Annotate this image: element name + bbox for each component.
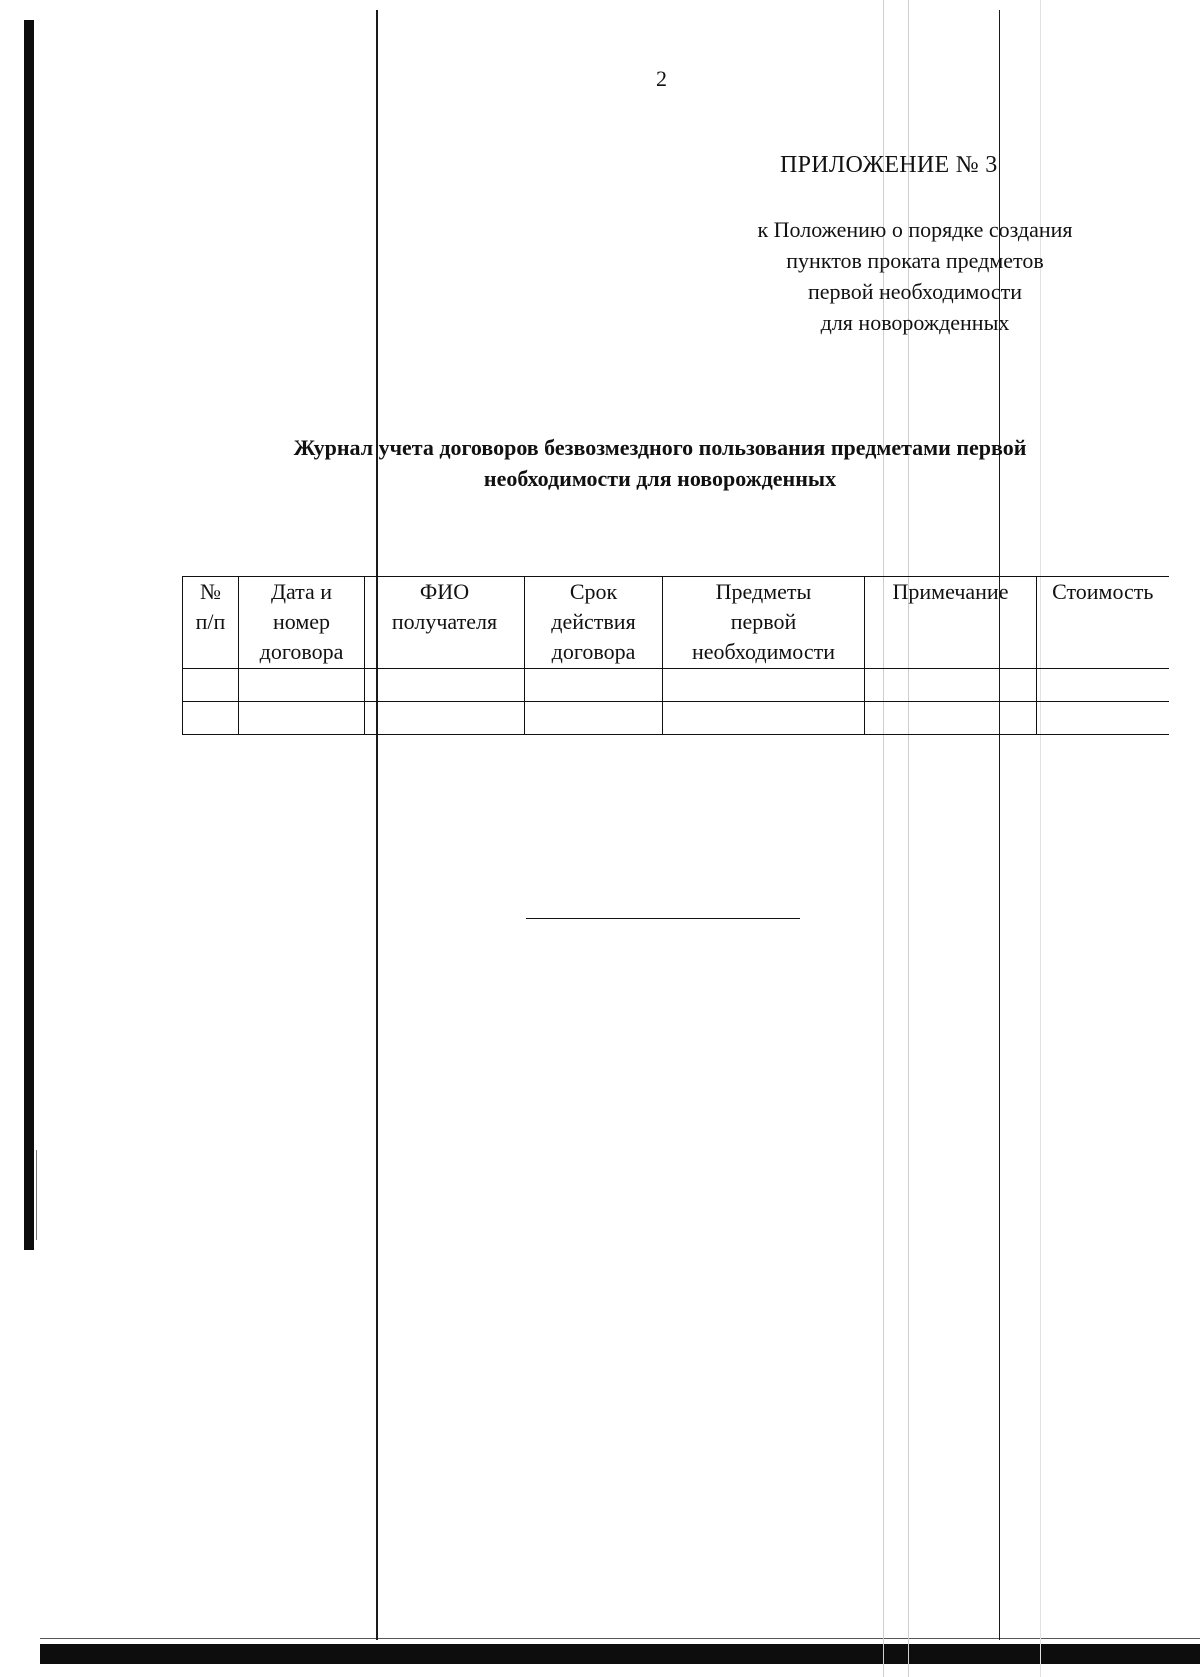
table-cell [663, 702, 865, 735]
table-header-row [183, 577, 1169, 669]
journal-title-line: необходимости для новорожденных [483, 466, 837, 491]
table-row [183, 702, 1169, 735]
appendix-reference-line: первой необходимости [807, 279, 1023, 304]
header-line: действия [551, 609, 636, 634]
scan-edge-left-thin [36, 1150, 37, 1240]
header-line: п/п [195, 609, 226, 634]
header-line: Срок [569, 579, 618, 604]
table-row [183, 669, 1169, 702]
table-cell [865, 669, 1037, 702]
table-cell [183, 669, 239, 702]
column-header-items [663, 577, 865, 669]
table-cell [239, 702, 365, 735]
appendix-reference-line: к Положению о порядке создания [757, 217, 1073, 242]
table-cell [525, 669, 663, 702]
end-of-document-rule [526, 918, 800, 919]
table-cell [1037, 669, 1169, 702]
header-line: первой [730, 609, 797, 634]
scan-edge-bottom-thin [40, 1638, 1200, 1639]
header-line: Примечание [892, 579, 1009, 604]
page-number: 2 [656, 66, 667, 91]
scan-edge-left [24, 20, 34, 1250]
journal-title [190, 432, 1130, 494]
header-line: ФИО [419, 579, 470, 604]
appendix-reference-line: для новорожденных [820, 310, 1010, 335]
column-header-contract-term [525, 577, 663, 669]
header-line: Предметы [715, 579, 812, 604]
header-line: договора [551, 639, 636, 664]
table-cell [239, 669, 365, 702]
scan-fold-line-left [376, 10, 378, 1640]
table-cell [865, 702, 1037, 735]
column-header-number [183, 577, 239, 669]
header-line: номер [272, 609, 331, 634]
column-header-recipient [365, 577, 525, 669]
header-line: получателя [391, 609, 498, 634]
column-header-contract-date [239, 577, 365, 669]
appendix-reference-line: пунктов проката предметов [786, 248, 1044, 273]
table-cell [1037, 702, 1169, 735]
header-line: Стоимость [1052, 579, 1154, 604]
journal-title-line: Журнал учета договоров безвозмездного пользования предметами первой [293, 435, 1027, 460]
table-cell [365, 669, 525, 702]
appendix-reference [700, 214, 1130, 338]
journal-table [182, 576, 1169, 735]
appendix-title: ПРИЛОЖЕНИЕ № 3 [780, 152, 998, 178]
table-cell [525, 702, 663, 735]
scan-edge-bottom [40, 1644, 1200, 1664]
table-cell [663, 669, 865, 702]
header-line: договора [259, 639, 344, 664]
table-cell [365, 702, 525, 735]
header-line: Дата и [270, 579, 333, 604]
header-line: № [200, 579, 221, 604]
header-line: необходимости [691, 639, 835, 664]
column-header-cost [1037, 577, 1169, 669]
table-cell [183, 702, 239, 735]
column-header-note [865, 577, 1037, 669]
